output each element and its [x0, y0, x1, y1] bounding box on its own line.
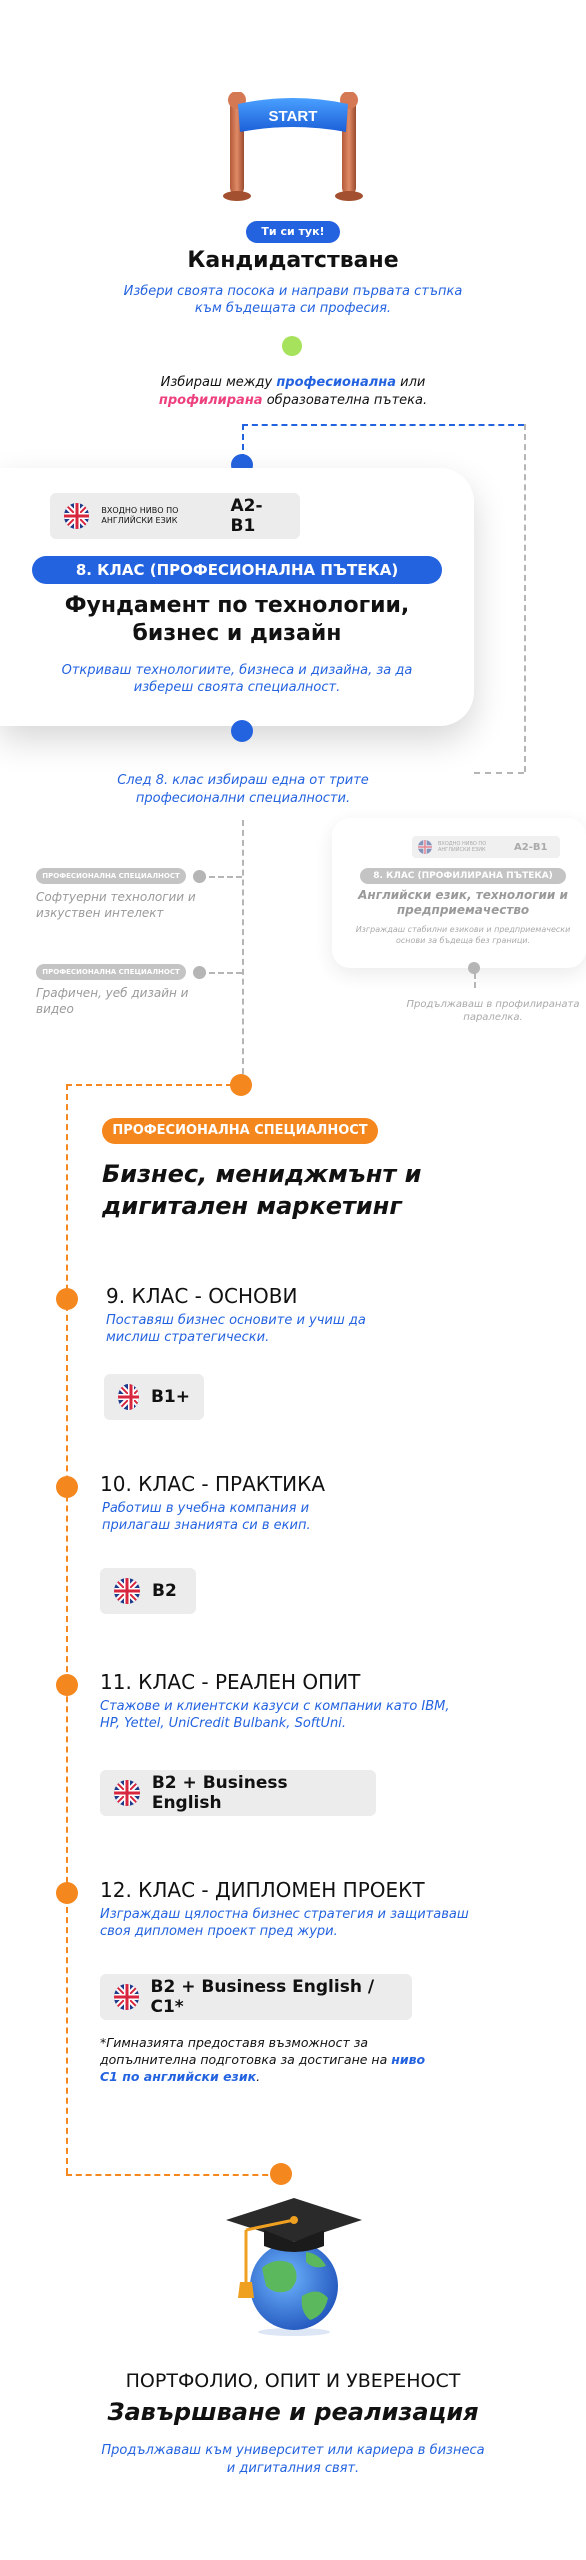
grade-title: 12. КЛАС - ДИПЛОМЕН ПРОЕКТ — [100, 1878, 425, 1902]
grade-desc: Поставяш бизнес основите и учиш да мислиш стратегически. — [106, 1313, 366, 1345]
grade-node — [56, 1674, 78, 1696]
connector-line — [242, 820, 244, 1084]
profiled-continue-note: Продължаваш в профилираната паралелка. — [406, 999, 580, 1023]
uk-flag-icon — [118, 1384, 139, 1410]
orange-node — [230, 1074, 252, 1096]
you-are-here-badge: Ти си тук! — [246, 221, 340, 243]
entry-level-badge — [50, 493, 300, 539]
professional-word: професионална — [276, 375, 397, 390]
uk-flag-icon — [114, 1984, 139, 2010]
gray-node — [468, 962, 480, 974]
after-8-text: След 8. клас избираш една от трите професионални специалности. — [117, 773, 369, 806]
grade-node — [56, 1288, 78, 1310]
profiled-card-subtitle: Изграждаш стабилни езикови и предприемачески основи за бъдеща без граници. — [355, 925, 571, 945]
intro-choice: Избираш между професионална или профилирана образователна пътека. — [158, 375, 428, 408]
uk-flag-icon — [114, 1780, 140, 1806]
grade-title: 9. КЛАС - ОСНОВИ — [106, 1284, 298, 1308]
specialty-tag: ПРОФЕСИОНАЛНА СПЕЦИАЛНОСТ — [36, 868, 186, 884]
connector-line — [200, 876, 242, 878]
intro-title: Кандидатстване — [187, 248, 399, 273]
specialty-name: Софтуерни технологии и изкуствен интелект — [36, 890, 196, 920]
graduation-globe-icon — [206, 2186, 382, 2336]
final-caps: ПОРТФОЛИО, ОПИТ И УВЕРЕНОСТ — [125, 2370, 461, 2392]
connector-line — [66, 2174, 278, 2176]
start-banner-label: START — [268, 108, 318, 125]
profiled-level-badge: ВХОДНО НИВО ПО АНГЛИЙСКИ ЕЗИК A2-B1 — [412, 836, 560, 858]
uk-flag-icon — [64, 503, 89, 529]
grade-desc: Работиш в учебна компания и прилагаш знанията си в екип. — [102, 1501, 311, 1533]
entry-card-title: Фундамент по технологии, бизнес и дизайн — [64, 593, 410, 646]
grade-level-badge: B2 + Business English / C1* — [100, 1974, 412, 2020]
profiled-card-title: Английски език, технологии и предприемачество — [358, 888, 568, 917]
class-8-professional-pill: 8. КЛАС (ПРОФЕСИОНАЛНА ПЪТЕКА) — [32, 556, 442, 584]
grade-level-badge: B1+ — [104, 1374, 204, 1420]
specialty-orange-tag: ПРОФЕСИОНАЛНА СПЕЦИАЛНОСТ — [102, 1118, 378, 1144]
connector-line — [66, 1084, 242, 1086]
uk-flag-icon — [114, 1578, 140, 1604]
c1-footnote: *Гимназията предоставя възможност за допълнителна подготовка за достигане на ниво C1 по английски език. — [100, 2035, 426, 2084]
gray-node — [193, 966, 206, 979]
grade-node — [56, 1476, 78, 1498]
entry-level-caption: ВХОДНО НИВО ПО АНГЛИЙСКИ ЕЗИК — [101, 506, 179, 525]
entry-card-subtitle: Откриваш технологиите, бизнеса и дизайна, за да избереш своята специалност. — [61, 663, 413, 695]
grade-title: 11. КЛАС - РЕАЛЕН ОПИТ — [100, 1670, 361, 1694]
grade-level-badge: B2 + Business English — [100, 1770, 376, 1816]
grade-desc: Стажове и клиентски казуси с компании като IBM, HP, Yettel, UniCredit Bulbank, SoftUni. — [100, 1699, 450, 1731]
start-arch — [220, 92, 366, 202]
specialty-name: Графичен, уеб дизайн и видео — [36, 986, 189, 1016]
grade-node — [56, 1882, 78, 1904]
profiled-word: профилирана — [158, 393, 263, 408]
intro-subtitle: Избери своята посока и направи първата стъпка към бъдещата си професия. — [123, 284, 463, 316]
specialty-tag: ПРОФЕСИОНАЛНА СПЕЦИАЛНОСТ — [36, 964, 186, 980]
connector-line — [66, 1084, 68, 2174]
final-desc: Продължаваш към университет или кариера в бизнеса и дигиталния свят. — [101, 2443, 485, 2476]
connector-line — [524, 424, 526, 772]
connector-line — [200, 972, 242, 974]
gray-node — [193, 870, 206, 883]
final-title: Завършване и реализация — [107, 2398, 479, 2426]
grade-level-badge: B2 — [100, 1568, 196, 1614]
specialty-title: Бизнес, мениджмънт и дигитален маркетинг — [102, 1160, 422, 1220]
c1-link-text: ниво C1 по английски език — [100, 2052, 426, 2084]
orange-node — [270, 2163, 292, 2185]
green-node — [282, 336, 302, 356]
uk-flag-icon — [418, 840, 432, 854]
grade-desc: Изграждаш цялостна бизнес стратегия и защитаваш своя дипломен проект пред жури. — [100, 1907, 469, 1939]
class-8-profiled-pill: 8. КЛАС (ПРОФИЛИРАНА ПЪТЕКА) — [360, 868, 566, 884]
connector-line — [474, 772, 524, 774]
connector-line — [242, 424, 524, 426]
blue-node — [231, 720, 253, 742]
grade-title: 10. КЛАС - ПРАКТИКА — [100, 1472, 326, 1496]
entry-level-value: A2-B1 — [230, 496, 263, 536]
